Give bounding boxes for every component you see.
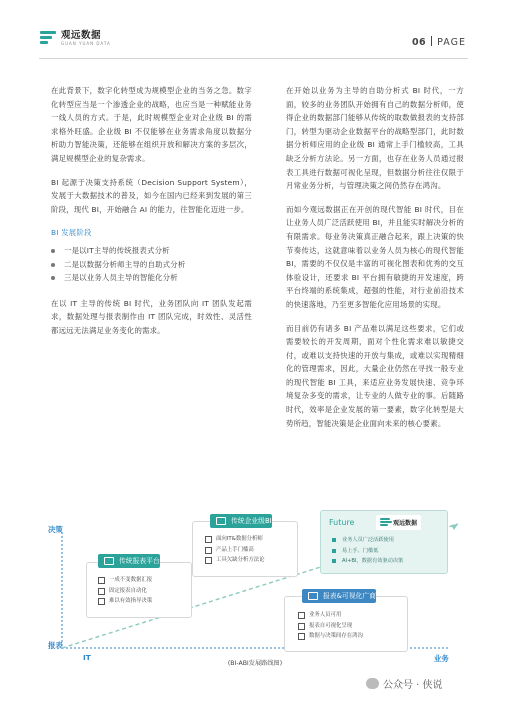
stage-card-item: 产品上手门槛高	[205, 545, 265, 556]
future-brand-name: 观远数据	[393, 520, 418, 527]
right-paragraph-3: 而目前仍有诸多 BI 产品难以满足这些要求，它们或需要较长的开发周期，面对个性化需求难以敏捷交付，或难以支持快速的开放与集成，或难以实现精细化的管理需求，因此，大量企业仍然在寻找一般专业的现代智能 BI 工具，来适应业务发展快速、竞争环境复杂多变的需求，让专业的人做专业的事。后随路时代，效率是企业发展的第一要素，数字化转型是大势所趋，智能决策是企业面向未来的核心要素。	[286, 323, 464, 428]
right-paragraph-1: 在开始以业务为主导的自助分析式 BI 时代，一方面，较多的业务团队开始拥有自己的数据分析师，使得企业的数据部门能够从传统的取数做报表的支持部门，转型为驱动企业数据平台的战略型部门，此时数据分析师应用的企业级 BI 通常上手门槛较高，工具缺乏分析方法论。另一方面，也存在业务人员通过报表工具进行数据可视化呈现，但数据分析往往仅限于月常业务分析，与管理决策之间仍然存在鸿沟。	[286, 86, 464, 191]
stage-card-item: 工具欠缺分析方法论	[205, 555, 265, 566]
stage-item: 二是以数据分析师主导的自助式分析	[51, 258, 252, 272]
stage-card-item: 难以有效指导决策	[98, 596, 152, 607]
diagram-caption: (BI-ABI发展路线图)	[227, 660, 283, 667]
chart-icon	[308, 592, 318, 600]
brand-logo	[40, 30, 111, 46]
page-header	[0, 0, 507, 70]
y-axis-top-label: 决策	[48, 525, 63, 534]
future-item: AI+BI，数据有效驱动决策	[332, 556, 403, 567]
right-column	[286, 84, 464, 440]
report-icon	[104, 557, 114, 565]
stage-card-items	[298, 610, 363, 642]
stage-card-item: 数据与决策间存在鸿沟	[298, 631, 363, 642]
left-paragraph-3: 在以 IT 主导的传统 BI 时代，业务团队向 IT 团队发起需求，数据处理与报表制作由 IT 团队完成，时效性、灵活性都远远无法满足业务变化的需求。	[51, 298, 252, 335]
future-label: Future	[329, 518, 355, 527]
x-axis-left-label: IT	[83, 653, 91, 662]
stage-list	[51, 244, 252, 285]
stage-card-item: 面向IT&数据分析师	[205, 534, 265, 545]
y-axis-bottom-label: 报表	[48, 641, 63, 650]
left-paragraph-1: 在此背景下，数字化转型成为规模型企业的当务之急。数字化转型应当是一个渗透企业的战略，也应当是一种赋能业务一线人员的方式。于是，此时规模型企业对企业级 BI 的需求格外旺盛。企业级 BI 不仅能够在业务需求角度以数据分析助力智能决策，还能够在组织开放和解决方案的多层次，满足规模型企业的复杂需求。	[51, 86, 252, 163]
stage-item: 一是以IT主导的传统报表式分析	[51, 244, 252, 258]
wechat-icon	[366, 678, 379, 689]
brand-name: 观远数据	[61, 30, 102, 41]
future-item: 业务人员广泛活跃使用	[332, 535, 403, 546]
future-brand-logo	[376, 515, 421, 530]
watermark-text: 公众号 · 侠说	[383, 680, 443, 691]
x-axis-right-label: 业务	[434, 654, 449, 663]
stage-card-title: 报表&可视化广商	[302, 589, 376, 603]
header-divider	[39, 58, 468, 59]
right-paragraph-2: 而如今观远数据正在开创的现代智能 BI 时代，目在让业务人员广泛活跃使用 BI，并且能实时解决分析的有限需求。每业务决策真正融合起来，跟上决策的快节奏传达，这就意味着以业务人员为核心的现代智能 BI，需要的不仅仅是丰富的可视化图表和优秀的交互体验设计，还要求 BI 平台拥有敏捷的开发速度，跨平台终端的系统集成，超强的性能，对行业前沿技术的快速落地，乃至更多智能化应用场景的实现。	[286, 204, 464, 309]
left-column	[51, 84, 252, 348]
bi-roadmap-diagram	[40, 510, 470, 670]
page-indicator	[412, 36, 466, 48]
future-item: 易上手、门槛低	[332, 546, 403, 557]
stage-card-title: 传统企业级BI	[210, 514, 272, 528]
watermark	[366, 676, 443, 691]
left-paragraph-2: BI 起源于决策支持系统（Decision Support System），发展于大数据技术的普及，如今在国内已经来到发展的第三阶段，现代 BI，开始融合 AI 的能力，往智能化迈进一步。	[51, 177, 252, 214]
stage-card-item: 固定报表自动化	[98, 586, 152, 597]
logo-icon	[380, 518, 390, 527]
stage-item: 三是以业务人员主导的智能化分析	[51, 271, 252, 285]
enterprise-icon	[216, 517, 226, 525]
stage-card-item: 报表自可视化呈现	[298, 621, 363, 632]
future-items	[332, 535, 403, 567]
page-word: PAGE	[437, 37, 466, 48]
page-number: 06	[411, 37, 427, 48]
stage-card-item: 一成不变数据汇报	[98, 575, 152, 586]
stage-card-items	[98, 575, 152, 607]
stage-card-items	[205, 534, 265, 566]
stage-card-item: 业务人员可用	[298, 610, 363, 621]
brand-subtitle: GUAN YUAN DATA	[61, 41, 111, 46]
stage-card-title: 传统报表平台	[98, 554, 160, 568]
logo-icon	[40, 31, 56, 45]
stage-heading: BI 发展阶段	[51, 228, 92, 238]
